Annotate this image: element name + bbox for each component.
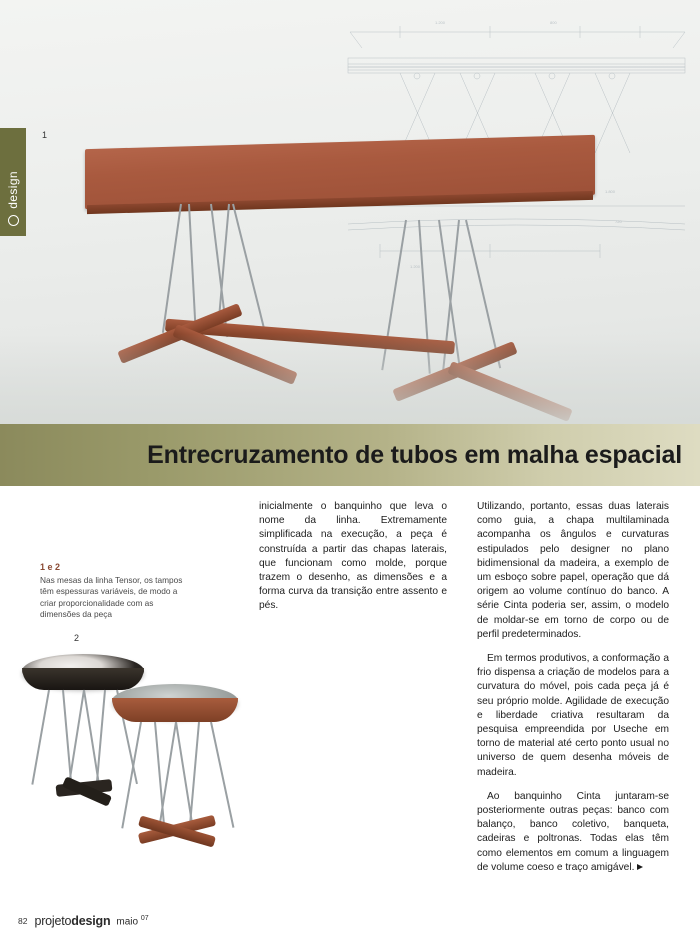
circle-dot-icon [8, 215, 19, 226]
figure-number-2: 2 [74, 633, 80, 643]
article-body [0, 486, 700, 936]
paragraph-last [477, 790, 669, 875]
magazine-logo [34, 914, 110, 928]
stool-rod [83, 690, 101, 789]
paragraph: Em termos produtivos, a conformação a frio dispensa a criação de modelos para a curvatura do móvel, pois cada peça já é seu próprio molde. Agilidade de execução e liberdade criativa resultaram da pesquisa empreendida por Useche em torno de material até certo ponto usual no universo de quem desenha móveis de madeira. [477, 653, 669, 778]
headline-band [0, 424, 700, 486]
table-rod [442, 220, 460, 373]
table-foot [117, 303, 242, 364]
page-number: 82 [18, 916, 28, 926]
logo-bold: design [71, 914, 111, 928]
svg-text:1.200: 1.200 [435, 20, 446, 25]
svg-text:1.200: 1.200 [410, 264, 421, 269]
end-of-article-arrow-icon [637, 864, 643, 870]
stool-rod [67, 690, 85, 789]
table-rod [162, 204, 182, 333]
figure-caption-title: 1 e 2 [40, 562, 61, 572]
stool-rod [121, 722, 142, 829]
svg-text:1.800: 1.800 [605, 189, 616, 194]
svg-text:720: 720 [615, 219, 622, 224]
issue-date [116, 915, 148, 927]
table-rod [418, 220, 431, 374]
table-rod [188, 204, 197, 336]
section-tab-label: design [6, 171, 20, 209]
table-foot [447, 361, 572, 422]
issue-year: 07 [140, 914, 149, 922]
paragraph: Utilizando, portanto, essas duas laterais como guia, a chapa multilaminada acompanha os ângulos e curvaturas estipulados pelo designer no plano bidimensional da madeira, a exemplo de um esboço sobre papel, operação que dá origem ao volume contínuo do banco. A série Cinta poderia ser, assim, o modelo de moldar-se em torno de corpo ou de perfil predeterminados. [477, 501, 669, 640]
text-column-middle [259, 500, 447, 624]
tensor-table-photo [60, 120, 610, 420]
stools-photograph [22, 633, 244, 906]
stool-rod [210, 722, 234, 828]
logo-light: projeto [34, 914, 72, 928]
figure-number-1: 1 [42, 130, 48, 140]
table-rod [438, 220, 462, 375]
stool-grey-top [112, 674, 238, 854]
section-tab-design[interactable] [0, 128, 26, 236]
table-foot [392, 341, 517, 402]
figure-caption [40, 562, 190, 620]
table-rod [381, 220, 407, 370]
paragraph: inicialmente o banquinho que leva o nome da linha. Extremamente simplificada na execução, a peça é construída a partir das chapas laterais, que funcionam como molde, porque trazem o desenho, as dimensões e a forma curva da transição entre assento e pés. [259, 501, 447, 612]
table-rod [465, 220, 501, 369]
article-headline: Entrecruzamento de tubos em malha espacial [147, 440, 682, 469]
issue-month: maio [116, 916, 139, 928]
top-photograph [0, 0, 700, 424]
paragraph-text: Ao banquinho Cinta juntaram-se posteriormente outras peças: banco com balanço, banco coletivo, banqueta, cadeiras e poltronas. Todas elas têm como elementos em comum a linguagem de volume coeso e traço amigável. [477, 790, 669, 873]
stool-rod [31, 690, 50, 785]
table-foot [172, 324, 297, 385]
figure-caption-text: Nas mesas da linha Tensor, os tampos têm espessuras variáveis, de modo a criar proporcionalidade com as dimensões da peça [40, 575, 183, 619]
stool-rod [175, 722, 194, 833]
stool-seat-rim [112, 698, 238, 722]
text-column-right [477, 500, 669, 885]
svg-text:800: 800 [550, 20, 557, 25]
page-footer [0, 906, 700, 936]
